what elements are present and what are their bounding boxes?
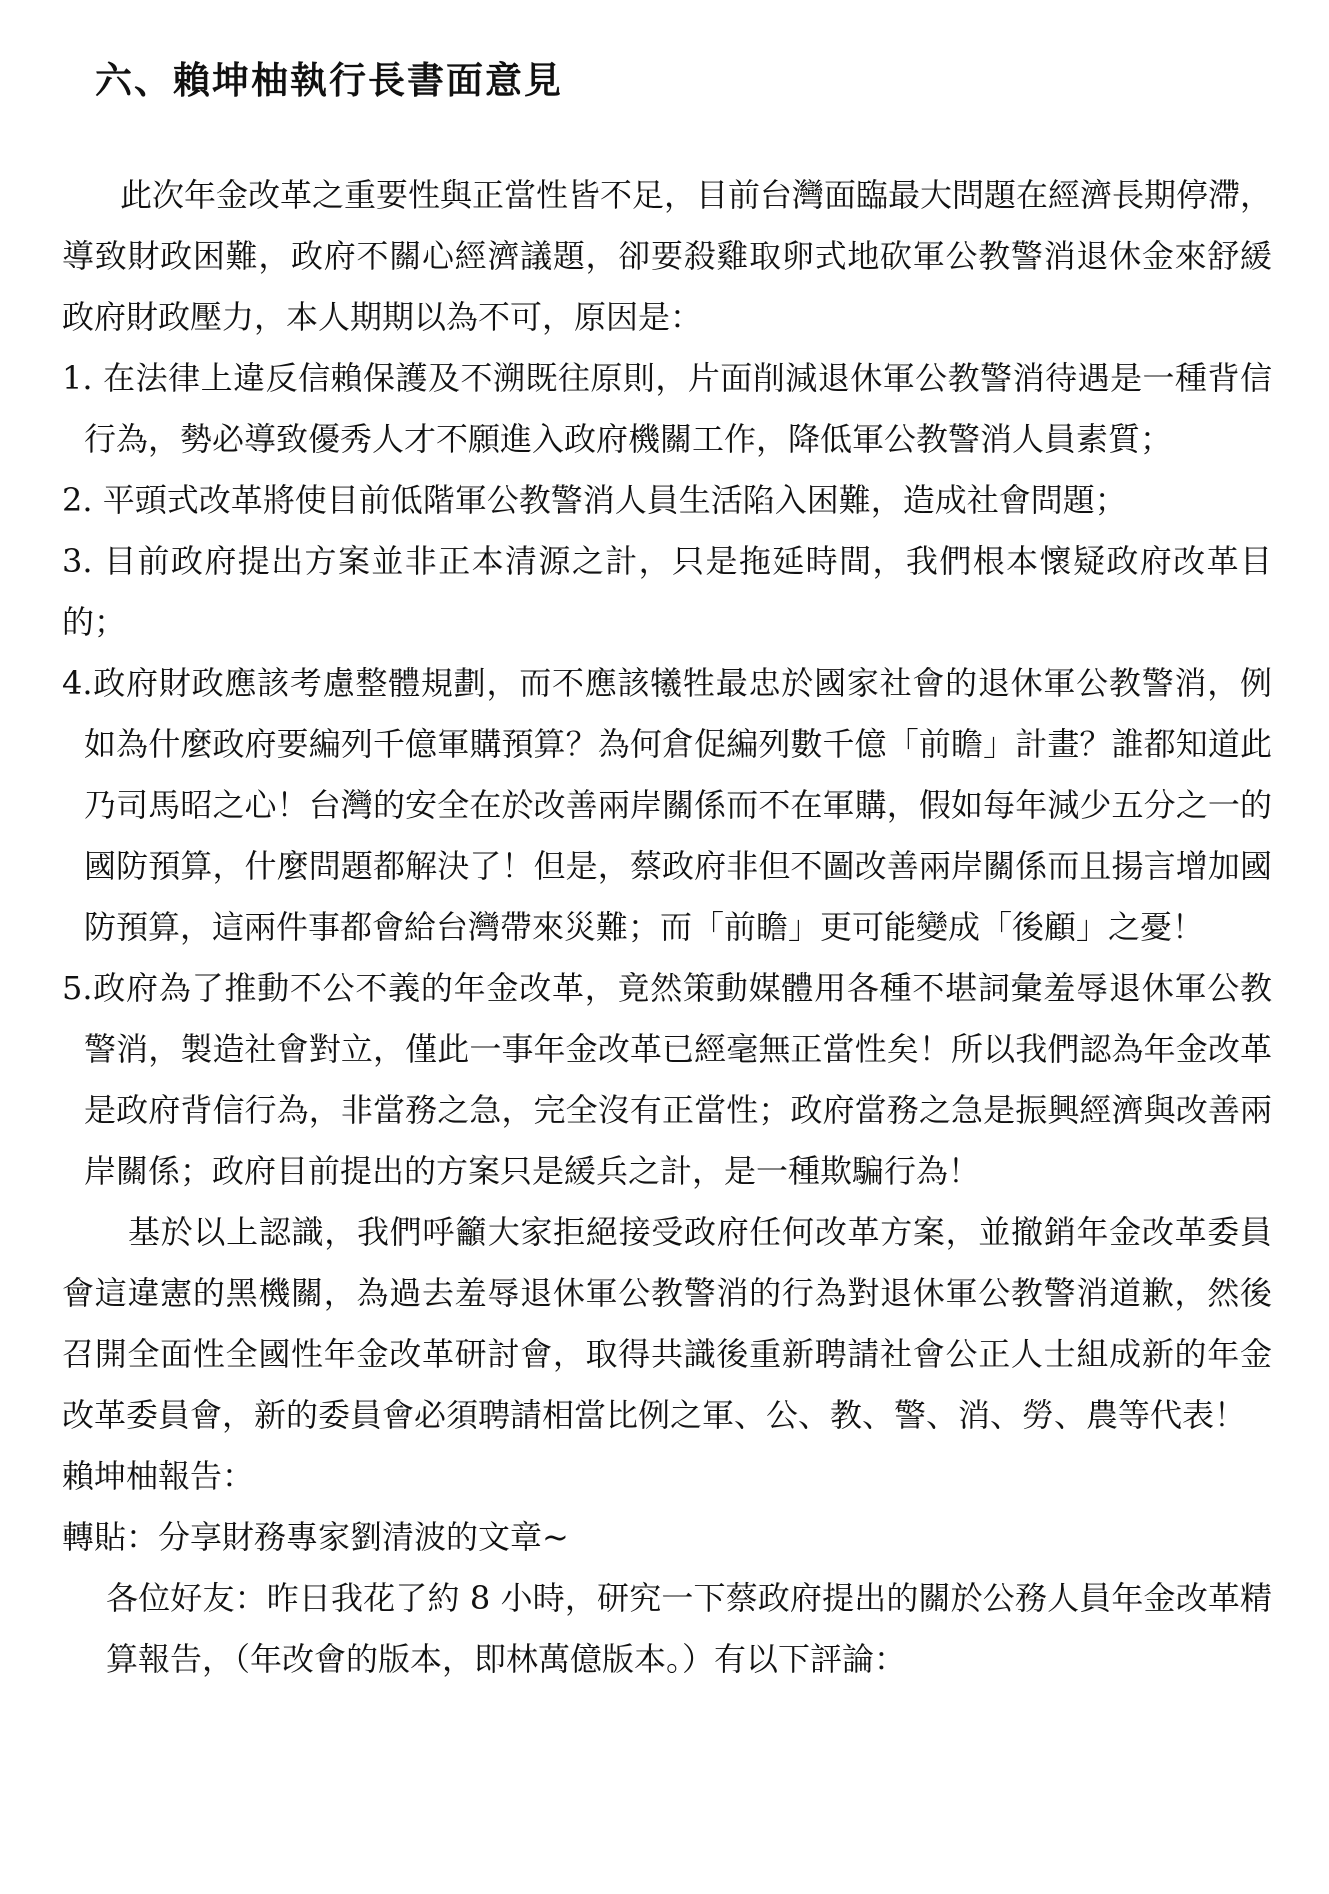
quoted-article-intro: 各位好友：昨日我花了約 8 小時，研究一下蔡政府提出的關於公務人員年金改革精算報告，（年改會的版本，即林萬億版本。）有以下評論：	[106, 1579, 1272, 1678]
section-heading: 六、賴坤柚執行長書面意見	[95, 58, 563, 102]
list-item-3: 3. 目前政府提出方案並非正本清源之計，只是拖延時間，我們根本懷疑政府改革目的；	[62, 542, 1272, 641]
intro-paragraph: 此次年金改革之重要性與正當性皆不足，目前台灣面臨最大問題在經濟長期停滯，導致財政困難，政府不關心經濟議題，卻要殺雞取卵式地砍軍公教警消退休金來舒緩政府財政壓力，本人期期以為不可，原因是：	[62, 176, 1273, 336]
list-item-4: 4.政府財政應該考慮整體規劃，而不應該犧牲最忠於國家社會的退休軍公教警消，例如為什麼政府要編列千億軍購預算？為何倉促編列數千億「前瞻」計畫？誰都知道此乃司馬昭之心！台灣的安全在於改善兩岸關係而不在軍購，假如每年減少五分之一的國防預算，什麼問題都解決了！但是，蔡政府非但不圖改善兩岸關係而且揚言增加國防預算，這兩件事都會給台灣帶來災難；而「前瞻」更可能變成「後顧」之憂！	[62, 664, 1272, 946]
repost-label: 轉貼：分享財務專家劉清波的文章~	[62, 1518, 569, 1556]
list-item-2: 2. 平頭式改革將使目前低階軍公教警消人員生活陷入困難，造成社會問題；	[62, 481, 1127, 519]
conclusion-paragraph: 基於以上認識，我們呼籲大家拒絕接受政府任何改革方案，並撤銷年金改革委員會這違憲的黑機關，為過去羞辱退休軍公教警消的行為對退休軍公教警消道歉，然後召開全面性全國性年金改革研討會，取得共識後重新聘請社會公正人士組成新的年金改革委員會，新的委員會必須聘請相當比例之軍、公、教、警、消、勞、農等代表！	[62, 1213, 1272, 1434]
list-item-5: 5.政府為了推動不公不義的年金改革，竟然策動媒體用各種不堪詞彙羞辱退休軍公教警消，製造社會對立，僅此一事年金改革已經毫無正當性矣！所以我們認為年金改革是政府背信行為，非當務之急，完全沒有正當性；政府當務之急是振興經濟與改善兩岸關係；政府目前提出的方案只是緩兵之計，是一種欺騙行為！	[62, 969, 1272, 1190]
document-body	[62, 165, 1272, 1690]
list-item-1: 1. 在法律上違反信賴保護及不溯既往原則，片面削減退休軍公教警消待遇是一種背信行為，勢必導致優秀人才不願進入政府機關工作，降低軍公教警消人員素質；	[62, 359, 1272, 458]
report-label: 賴坤柚報告：	[62, 1457, 255, 1495]
